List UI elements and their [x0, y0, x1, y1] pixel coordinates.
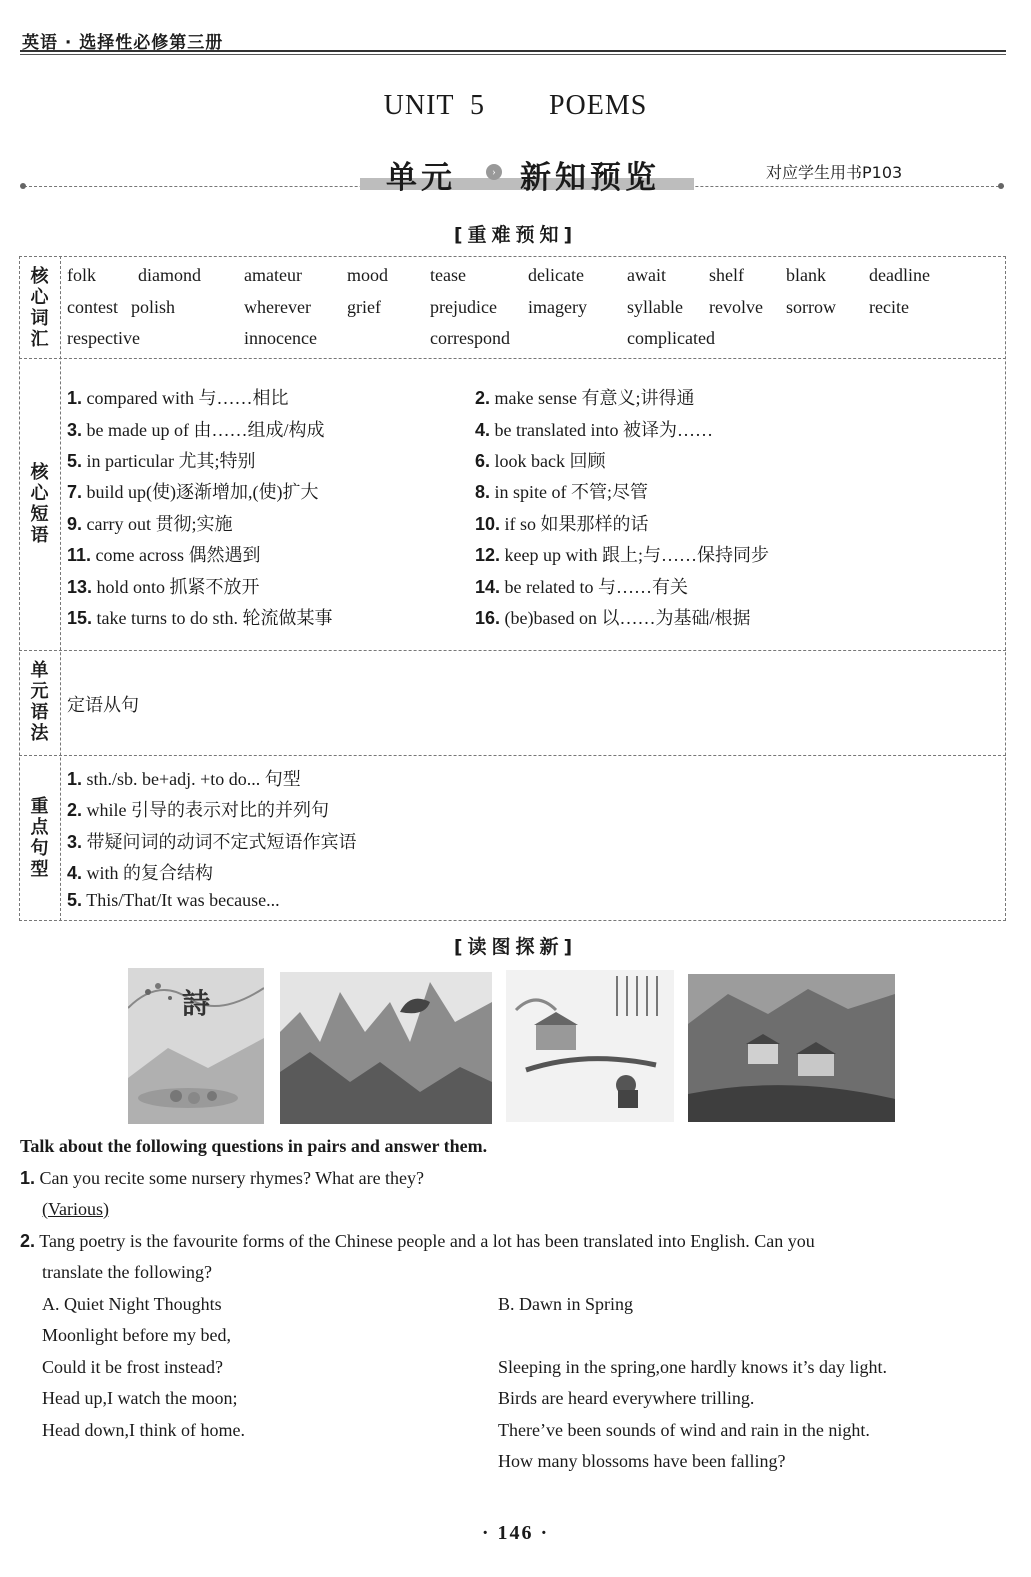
mountain-landscape-image [280, 972, 492, 1124]
header-rule-thin [20, 54, 1006, 55]
phrase-item: 5. in particular 尤其;特别 [67, 451, 256, 471]
phrase-item: 3. be made up of 由……组成/构成 [67, 420, 325, 440]
poem-b-title: B. Dawn in Spring [498, 1294, 633, 1314]
vocab-word: await [627, 265, 666, 285]
grammar-row-label: 单 元 语 法 [30, 660, 49, 744]
sentence-pattern-item: 1. sth./sb. be+adj. +to do... 句型 [67, 769, 301, 789]
bridge-horse-painting-image [506, 970, 674, 1122]
vocab-word: correspond [430, 328, 510, 348]
poem-b-line: How many blossoms have been falling? [498, 1451, 786, 1471]
poem-b-line: Sleeping in the spring,one hardly knows it’s day light. [498, 1357, 887, 1377]
vocab-word: syllable [627, 297, 683, 317]
question-2: 2. Tang poetry is the favourite forms of the Chinese people and a lot has been translated into English. Can you [20, 1231, 815, 1251]
vocab-word: deadline [869, 265, 930, 285]
phrase-item: 6. look back 回顾 [475, 451, 606, 471]
vocab-word: respective [67, 328, 140, 348]
banner-arrow-icon: › [486, 164, 502, 180]
poem-a-title: A. Quiet Night Thoughts [42, 1294, 222, 1314]
phrase-item: 14. be related to 与……有关 [475, 577, 688, 597]
poem-a-line: Head down,I think of home. [42, 1420, 245, 1440]
phrase-item: 9. carry out 贯彻;实施 [67, 514, 233, 534]
vocab-word: sorrow [786, 297, 836, 317]
vocab-word: amateur [244, 265, 302, 285]
vocab-word: grief [347, 297, 381, 317]
table-row-divider [19, 755, 1006, 756]
question-1-answer: (Various) [42, 1199, 109, 1219]
page-number: · 146 · [481, 1522, 550, 1544]
phrase-item: 11. come across 偶然遇到 [67, 545, 261, 565]
banner-dot-right [998, 183, 1004, 189]
section-label-explore: [读图探新] [453, 936, 578, 958]
phrase-item: 10. if so 如果那样的话 [475, 514, 649, 534]
phrase-item: 12. keep up with 跟上;与……保持同步 [475, 545, 770, 565]
vocab-word: diamond [138, 265, 201, 285]
vocab-word: contest [67, 297, 118, 317]
vocab-row-label: 核 心 词 汇 [30, 266, 49, 350]
phrase-item: 2. make sense 有意义;讲得通 [475, 388, 695, 408]
village-landscape-image [688, 974, 895, 1122]
vocab-word: mood [347, 265, 389, 285]
phrase-item: 4. be translated into 被译为…… [475, 420, 713, 440]
phrase-item: 7. build up(使)逐渐增加,(使)扩大 [67, 482, 319, 502]
grammar-text: 定语从句 [67, 695, 139, 715]
poetry-poster-image [128, 968, 264, 1124]
running-header: 英语 · 选择性必修第三册 [22, 33, 224, 53]
questions-intro: Talk about the following questions in pairs and answer them. [20, 1136, 488, 1156]
poem-a-line: Moonlight before my bed, [42, 1325, 231, 1345]
poem-a-line: Head up,I watch the moon; [42, 1388, 238, 1408]
question-2-continued: translate the following? [42, 1262, 212, 1282]
table-row-divider [19, 358, 1006, 359]
vocab-word: wherever [244, 297, 311, 317]
vocab-word: polish [131, 297, 176, 317]
banner-title-right: 新知预览 [520, 160, 660, 196]
vocab-word: delicate [528, 265, 584, 285]
vocab-word: imagery [528, 297, 587, 317]
sentences-row-label: 重 点 句 型 [30, 796, 49, 880]
unit-title: UNIT 5 POEMS [383, 90, 648, 121]
book-reference: 对应学生用书P103 [766, 163, 903, 182]
vocab-word: folk [67, 265, 96, 285]
phrase-item: 16. (be)based on 以……为基础/根据 [475, 608, 751, 628]
banner-dot-left [20, 183, 26, 189]
sentence-pattern-item: 4. with 的复合结构 [67, 863, 214, 883]
phrase-item: 13. hold onto 抓紧不放开 [67, 577, 260, 597]
sentence-pattern-item: 5. This/That/It was because... [67, 890, 280, 910]
table-row-divider [19, 650, 1006, 651]
poem-b-line: There’ve been sounds of wind and rain in the night. [498, 1420, 870, 1440]
poem-b-line: Birds are heard everywhere trilling. [498, 1388, 755, 1408]
poem-a-line: Could it be frost instead? [42, 1357, 223, 1377]
phrase-item: 15. take turns to do sth. 轮流做某事 [67, 608, 333, 628]
vocab-word: prejudice [430, 297, 497, 317]
vocab-word: recite [869, 297, 909, 317]
vocab-word: complicated [627, 328, 715, 348]
vocab-word: shelf [709, 265, 744, 285]
phrase-item: 1. compared with 与……相比 [67, 388, 289, 408]
poster-title-text: 詩 [182, 989, 211, 1020]
sentence-pattern-item: 3. 带疑问词的动词不定式短语作宾语 [67, 832, 357, 852]
header-rule [20, 50, 1006, 52]
vocab-word: innocence [244, 328, 317, 348]
sentence-pattern-item: 2. while 引导的表示对比的并列句 [67, 800, 330, 820]
vocab-word: revolve [709, 297, 763, 317]
phrase-item: 8. in spite of 不管;尽管 [475, 482, 649, 502]
table-column-divider [60, 256, 61, 921]
vocab-word: tease [430, 265, 466, 285]
banner-title-left: 单元 [386, 160, 456, 196]
vocab-word: blank [786, 265, 826, 285]
section-label-preview: [重难预知] [453, 224, 578, 246]
phrases-row-label: 核 心 短 语 [30, 462, 49, 546]
question-1: 1. Can you recite some nursery rhymes? What are they? [20, 1168, 425, 1188]
